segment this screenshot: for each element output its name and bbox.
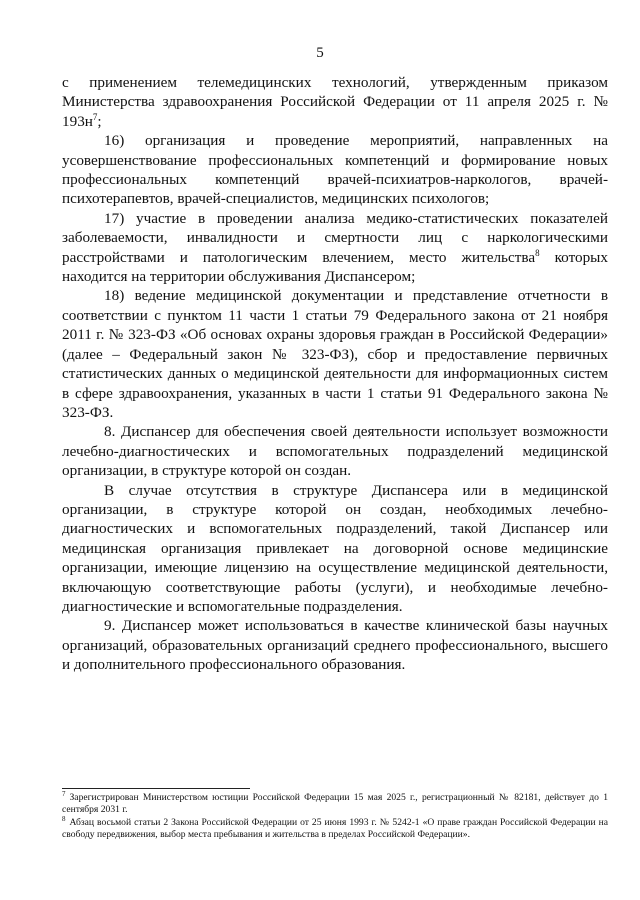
- footnote-text: Зарегистрирован Министерством юстиции Российской Федерации 15 мая 2025 г., регистрационный № 82181, действует до 1 сентября 2031 г.: [62, 792, 608, 816]
- document-body: [62, 73, 608, 675]
- paragraph-text: 17) участие в проведении анализа медико-статистических показателей заболеваемости, инвалидности и смертности лиц с наркологическими расстройствами и патологическим влечением, место жительства: [62, 209, 608, 266]
- paragraph-tail: ;: [97, 112, 102, 130]
- footnotes: [62, 789, 608, 842]
- footnote-ref-8: 8: [535, 247, 540, 258]
- paragraph-tail: которых находится на территории обслуживания Диспансером;: [62, 248, 608, 286]
- paragraph-item-17: [62, 209, 608, 287]
- paragraph-text: с применением телемедицинских технологий, утвержденным приказом Министерства здравоохранения Российской Федерации от 11 апреля 2025 г. № 193н: [62, 74, 608, 130]
- footnote-7: [62, 789, 608, 817]
- paragraph-item-18: 18) ведение медицинской документации и представление отчетности в соответствии с пунктом 11 части 1 статьи 79 Федерального закона от 21 ноября 2011 г. № 323-ФЗ «Об основах охраны здоровья граждан в Российской Федерации» (далее – Федеральный закон № 323-ФЗ), сбор и предоставление первичных статистических данных о медицинской деятельности для информационных систем в сфере здравоохранения, указанных в части 1 статьи 91 Федерального закона № 323-ФЗ.: [62, 287, 608, 421]
- footnote-8: [62, 814, 608, 842]
- footnote-divider: [62, 788, 250, 789]
- footnote-mark: 8: [62, 814, 66, 823]
- paragraph-clause-8-continued: В случае отсутствия в структуре Диспансера или в медицинской организации, в структуре которой он создан, необходимых лечебно-диагностических и вспомогательных подразделений, такой Диспансер или медицинская организация привлекает на договорной основе медицинские организации, имеющие лицензию на осуществление медицинской деятельности, включающую соответствующие работы (услуги), и необходимые лечебно-диагностические и вспомогательные подразделения.: [62, 481, 608, 615]
- paragraph-continuation: [62, 73, 608, 131]
- page-number: 5: [316, 45, 324, 61]
- paragraph-clause-8: 8. Диспансер для обеспечения своей деятельности использует возможности лечебно-диагностических и вспомогательных подразделений медицинской организации, в структуре которой он создан.: [62, 423, 608, 480]
- footnote-mark: 7: [62, 789, 66, 798]
- footnote-ref-7: 7: [92, 111, 98, 122]
- footnote-text: Абзац восьмой статьи 2 Закона Российской Федерации от 25 июня 1993 г. № 5242-1 «О праве граждан Российской Федерации на свободу передвижения, выбор места пребывания и жительства в пределах Российской Федерации».: [62, 816, 608, 841]
- paragraph-item-16: 16) организация и проведение мероприятий, направленных на усовершенствование профессиональных компетенций и формирование новых профессиональных компетенций врачей-психиатров-наркологов, врачей-психотерапевтов, врачей-специалистов, медицинских психологов;: [62, 132, 608, 208]
- paragraph-clause-9: 9. Диспансер может использоваться в качестве клинической базы научных организаций, образовательных организаций среднего профессионального, высшего и дополнительного профессионального образования.: [62, 617, 608, 674]
